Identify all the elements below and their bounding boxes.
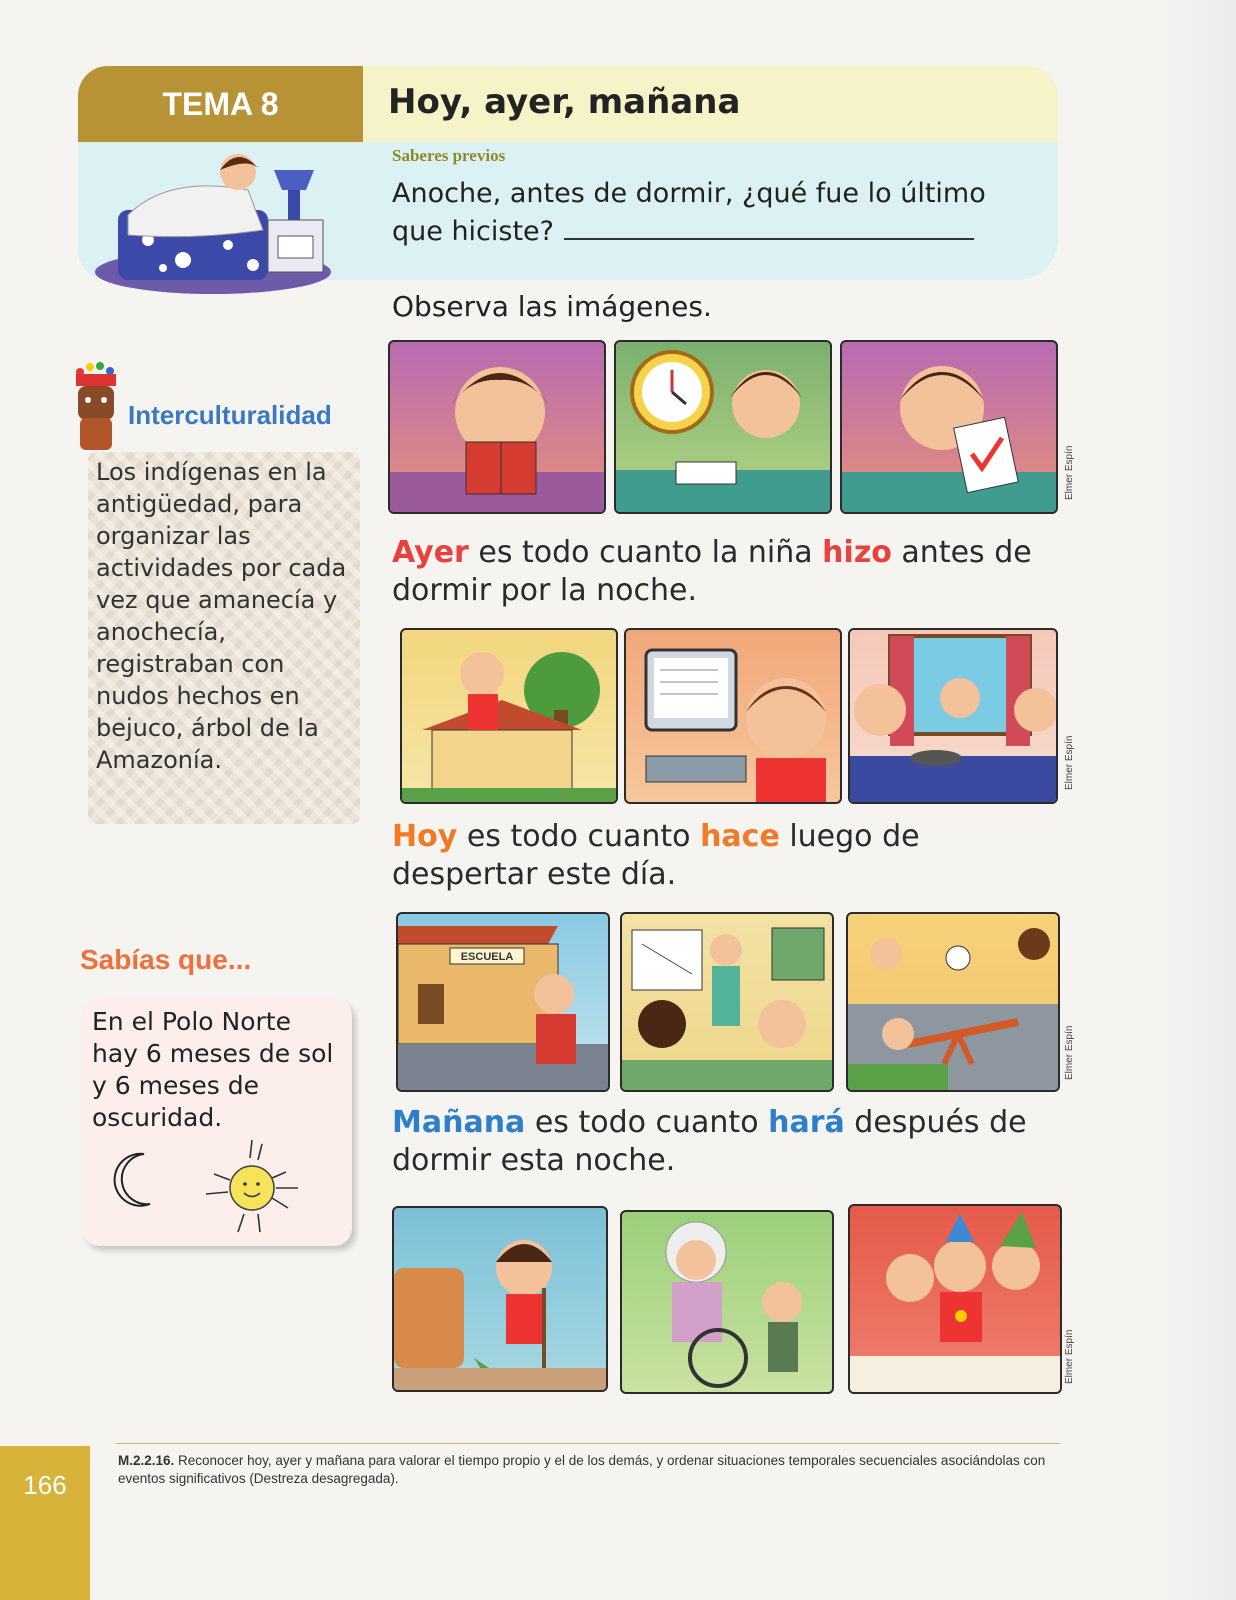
sentence-hoy-pre: es todo cuanto (457, 819, 701, 854)
sabias-que-text: En el Polo Norte hay 6 meses de sol y 6 meses de oscuridad. (92, 1007, 334, 1132)
panel-hoy-breakfast (848, 628, 1058, 804)
panel-hoy-computer (624, 628, 842, 804)
footer-skill (118, 1452, 1068, 1488)
verb-hizo: hizo (822, 535, 892, 570)
sun-icon (200, 1136, 304, 1236)
sentence-manana (392, 1104, 1062, 1180)
sentence-hoy-post: luego de despertar este día. (392, 819, 920, 892)
verb-hace: hace (700, 819, 780, 854)
page-edge (1156, 0, 1236, 1600)
lesson-title: Hoy, ayer, mañana (388, 82, 741, 122)
sentence-manana-post: después de dormir esta noche. (392, 1105, 1027, 1178)
panel-grandmother (620, 1210, 834, 1394)
credit-row3: Elmer Espín (1064, 1025, 1075, 1080)
panel-ayer-checked-work (840, 340, 1058, 514)
panel-hoy-waking (400, 628, 618, 804)
credit-row1: Elmer Espín (1064, 445, 1075, 500)
tema-label: TEMA 8 (78, 66, 363, 142)
sentence-hoy (392, 818, 1062, 894)
school-sign-text: ESCUELA (460, 951, 514, 963)
verb-hara: hará (768, 1105, 845, 1140)
interculturalidad-title: Interculturalidad (128, 400, 332, 430)
sleeping-child-illustration (88, 140, 338, 300)
sentence-ayer-post: antes de dormir por la noche. (392, 535, 1032, 608)
saberes-previos-label: Saberes previos (392, 146, 506, 165)
panel-party (848, 1204, 1062, 1394)
footer-divider (116, 1443, 1060, 1444)
sentence-manana-pre: es todo cuanto (525, 1105, 769, 1140)
panel-manana-school (396, 912, 610, 1092)
word-ayer: Ayer (392, 535, 469, 570)
sabias-que-title: Sabías que... (80, 944, 252, 975)
word-manana: Mañana (392, 1105, 526, 1140)
moon-icon (110, 1148, 162, 1210)
answer-line[interactable] (564, 212, 974, 240)
skill-code: M.2.2.16. (118, 1453, 175, 1468)
panel-sweeping (392, 1206, 608, 1392)
question-text: Anoche, antes de dormir, ¿qué fue lo último que hiciste? (392, 178, 986, 247)
panel-ayer-reading (388, 340, 606, 514)
page-number: 166 (0, 1446, 90, 1600)
credit-row2: Elmer Espín (1064, 735, 1075, 790)
sentence-ayer-pre: es todo cuanto la niña (468, 535, 823, 570)
skill-text: Reconocer hoy, ayer y mañana para valorar el tiempo propio y el de los demás, y ordenar situaciones temporales secuenciales asociándolas con eventos significativos (Destreza desagregada). (118, 1453, 1046, 1486)
indigenous-figure-icon (66, 362, 126, 454)
panel-manana-playground (846, 912, 1060, 1092)
word-hoy: Hoy (392, 819, 458, 854)
instruction: Observa las imágenes. (392, 290, 712, 323)
saberes-previos-question (392, 176, 1032, 250)
panel-manana-classroom (620, 912, 834, 1092)
sentence-ayer (392, 534, 1062, 610)
interculturalidad-text: Los indígenas en la antigüedad, para organizar las actividades por cada vez que amanecía y anochecía, registraban con nudos hechos en bejuco, árbol de la Amazonía. (96, 458, 347, 774)
credit-row4: Elmer Espín (1064, 1329, 1075, 1384)
lesson-header (78, 66, 1058, 142)
panel-ayer-homework (614, 340, 832, 514)
